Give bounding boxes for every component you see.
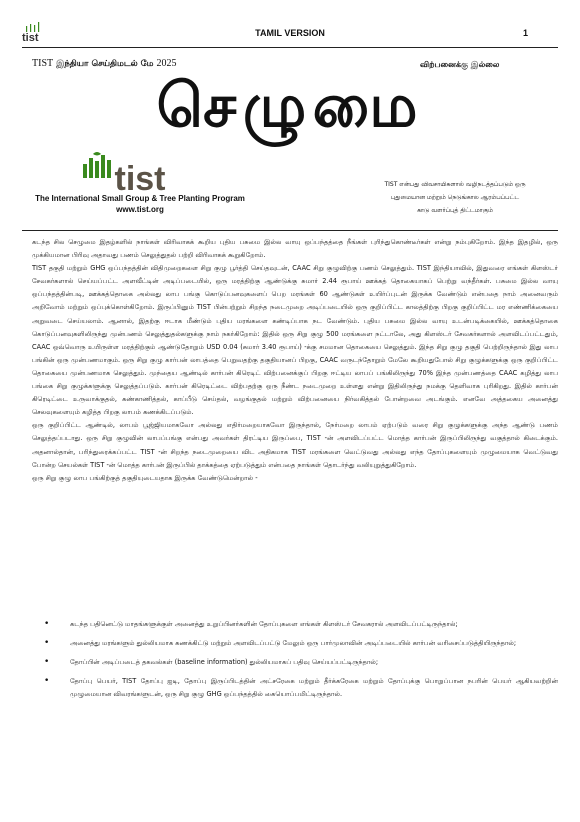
eligibility-list [32,618,558,707]
tagline-line: காடு வளர்ப்புத் திட்டமாகும் [417,207,493,214]
header-rule [22,47,558,48]
header-logo-text: tist [22,32,39,44]
list-item [32,637,558,650]
bullet-icon: • [44,619,50,629]
article-paragraph: கடந்த சில செழுமை இதழ்களில் நாங்கள் விரிவாகக் கூறிய புதிய பசுமை இல்ல வாயு ஒப்பந்தத்தை நீங்கள் புரிந்துகொண்டீர்கள் என்று நம்புகிறோம். இந்த இதழில், ஒரு முக்கியமான பிரிவு அதாவது பணம் செலுத்துதல் பற்றி விரிவாகக் கூறுகிறோம். [32,238,558,260]
article-paragraph: ஒரு சிறு குழு லாப பங்கிற்குத் தகுதியுடையதாக இருக்க வேண்டுமென்றால் - [32,473,258,482]
list-item [32,618,558,631]
article-paragraph: TIST தகுதி மற்றும் GHG ஒப்பந்தத்தின் விதிமுறைகளை சிறு குழு பூர்த்தி செய்தவுடன், CAAC சிறு குழுவிற்கு பணம் செலுத்தும். TIST இந்தியாவில், இதுவரை எங்கள் கிளஸ்டர் சேவகர்களால் செய்யப்பட்ட அளவீட்டின் அடிப்படையில், ஒரு மரத்திற்கு ஆண்டுக்கு சுமார் 2.44 ரூபாய் ஊக்கத் தொகையாகப் பெற்று வந்தீர்கள். பசுமை இல்ல வாயு ஒப்பந்தத்தின்படி, ஊக்கத்தொகை அல்லது லாப பங்கு கொடுப்பனவுகளைப் பெற மரங்கள் 60 ஆண்டுகள் உயிர்ப்புடன் இருக்க வேண்டும் என்பதை நாம் அனைவரும் அறிவோம் மற்றும் ஒப்புக்கொள்கிறோம். இருப்பினும் TIST பின்பற்றும் சிறந்த நடைமுறை அடிப்படையில் ஒரு குறிப்பிட்ட காலத்திற்கு பிறகு குறிப்பிட்ட மர எண்ணிக்கையை அறுவடை செய்யலாம். ஆனால், இதற்கு ஈடாக மீண்டும் புதிய மரங்களை கண்டிப்பாக நட வேண்டும். புதிய பசுமை இல்ல வாயு உடன்படிக்கையில், ஊக்கத்தொகை கொடுப்பனவுகளிலிருந்து முன்பணம் செலுத்துதல்களுக்கு நாம் நகர்கிறோம்: இதில் ஒரு சிறு குழு 500 மரங்களை நட்டாலே, அது கிளஸ்டர் சேவகர்களால் அளவிடப்பட்டதும், CAAC ஒவ்வொரு உயிருள்ள மரத்திற்கும் ஆண்டுதோறும் USD 0.04 (சுமார் 3.40 ரூபாய்) -க்கு சமமான தொகையை செலுத்தும். இந்த சிறு குழு தகுதி பெற்றிருந்தால் இது லாப பங்கின் ஒரு முன்பணமாகும். ஒரு சிறு குழு கார்பன் லாபத்தை பெறுவதற்கு தகுதியானப் பிறகு, CAAC வருடந்தோறும் மேலே கூறியதுபோல் சிறு குழுக்களுக்கு ஒரு குறிப்பிட்ட தொகையை முன்பணமாக செலுத்தும். முந்தைய ஆண்டில் கார்பன் கிரெடிட் விற்பனைக்குப் பிறகு ஈட்டிய லாபப் பங்கிலிருந்து 70% இந்த முன்பணத்தை CAAC கழித்து லாப பங்கை சிறு குழுக்களுக்கு செலுத்தப்படும். கார்பன் கிரெடிட்டை விற்பதற்கு ஒரு நீண்ட நடைமுறை உள்ளது என்று இதிலிருந்து நமக்கு தெளிவாக புரிகிறது. இதில் கார்பன் கிரெடிட்டை உருவாக்குதல், கண்காணித்தல், காப்பீடு செய்தல், வழங்குதல் மற்றும் விற்பனையை நிர்வகித்தல் போன்றவை அடங்கும். எனவே அத்தகைய அனைத்து செலவுகளையும் கழித்த பிறகு லாபம் கணக்கிடப்படும். [32,264,558,417]
dateline [32,58,177,70]
dateline-org: TIST [32,58,54,69]
bullet-icon: • [44,676,50,687]
tist-logo-block [22,150,258,214]
bullet-icon: • [44,638,50,649]
article-paragraph: ஒரு குறிப்பிட்ட ஆண்டில், லாபம் பூஜ்ஜியமாகவோ அல்லது எதிர்மறையாகவோ இருந்தால், நேர்மறை லாபம் ஏற்படும் வரை சிறு குழுக்களுக்கு அந்த ஆண்டு பணம் செலுத்தப்படாது. ஒரு சிறு குழுவின் லாபப்பங்கு என்பது அவர்கள் திரட்டிய இருப்பை, TIST -ன் அளவிடப்பட்ட மொத்த கார்பன் இருப்பிலிருந்து வகுத்தால் கிடைக்கும். அதனால்தான், பரிந்துரைக்கப்பட்ட TIST -ன் சிறந்த நடைமுறையை விட அதிகமாக TIST மரங்களை வெட்டுவது அல்லது எந்த தோப்புகளையும் முழுமையாக வெட்டுவது போன்ற செயல்கள் TIST -ன் மொத்த கார்பன் இருப்பில் தாக்கத்தை ஏற்படுத்தும் என்பதை நாங்கள் தொடர்ந்து வலியுறுத்துகிறோம். [32,421,558,469]
tist-logo-icon [75,150,205,192]
tist-logo-wordmark: tist [114,160,166,192]
header-bar [22,22,558,46]
section-rule [22,230,558,231]
tagline-line: TIST என்பது விவசாயிகளால் வழிநடத்தப்படும் ஒரு [384,181,526,188]
version-label: TAMIL VERSION [255,28,325,38]
list-item-text: கடந்த பதினெட்டு மாதங்களுக்குள் அனைத்து உறுப்பினர்களின் தோப்புகளை எங்கள் கிளஸ்டர் சேவகரால் அளவிடப்பட்டிருந்தால்; [70,620,458,628]
dateline-year: 2025 [156,58,177,69]
list-item [32,656,558,669]
page-number: 1 [522,28,528,38]
tagline-line: புதுமையான மற்றும் நெடுங்கால ஆரம்பப்பட்ட [390,194,520,201]
article-body [32,236,558,485]
list-item-text: தோப்பின் அடிப்படைத் தகவல்கள் (baseline information) துல்லியமாகப் பதிவு செய்யப்பட்டிருந்தால்; [70,658,379,667]
masthead-title: செழுமை [156,71,424,141]
list-item-text: தோப்பு பெயர், TIST தோப்பு ஐடி, தோப்பு இருப்பிடத்தின் அட்சரேகை மற்றும் தீர்க்கரேகை மற்றும் தோப்புக்கு பொறுப்பான நபரின் பெயர் ஆகியவற்றின் முழுமையான விவரங்களுடன், ஒரு சிறு குழு GHG ஒப்பந்தத்தில் கையொப்பமிட்டிருந்தால். [70,677,558,699]
tagline [350,178,560,217]
not-for-sale-label: விற்பனைக்கு இல்லை [420,60,500,69]
org-name: The International Small Group & Tree Planting Program [35,194,245,203]
dateline-edition: இந்தியா செய்திமடல் மே [56,59,154,69]
list-item [32,675,558,701]
bullet-icon: • [44,657,50,668]
list-item-text: அனைத்து மரங்களும் துல்லியமாக கணக்கிட்டு மற்றும் அளவிடப்பட்டு மேலும் ஒரு பார்முலாவின் அடிப்படையில் கார்பன் வரிசைப்படுத்தியிருந்தால்; [70,639,517,648]
org-url: www.tist.org [116,205,164,214]
